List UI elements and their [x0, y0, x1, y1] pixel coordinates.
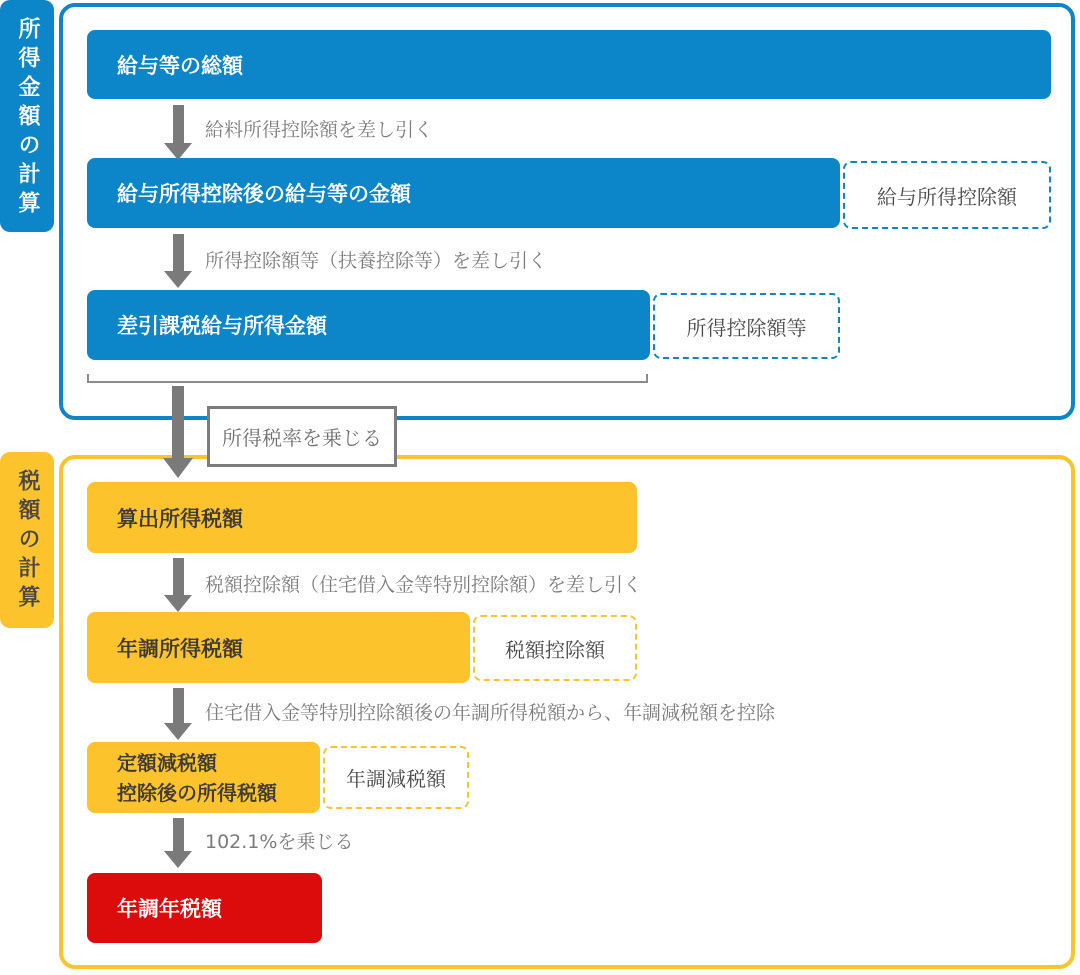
box-yearend-income-tax-label: 年調所得税額: [117, 636, 243, 661]
box-salary-after-deduction: [87, 158, 840, 228]
box-yearend-annual-tax: [87, 873, 322, 943]
arrow-shaft: [173, 105, 184, 143]
arrow-shaft: [173, 688, 184, 723]
income-section-tab-label: 所得金額の計算: [15, 17, 40, 220]
side-box-income-deductions-label: 所得控除額等: [686, 315, 807, 340]
arrow-shaft: [172, 386, 184, 458]
arrow-label-yearend-reduction: 住宅借入金等特別控除額後の年調所得税額から、年調減税額を控除: [205, 702, 776, 724]
arrow-label-salary-deduction: 給料所得控除額を差し引く: [205, 119, 434, 141]
arrow-head: [164, 143, 192, 160]
box-taxable-salary-income: [87, 290, 650, 360]
arrow-head: [164, 851, 192, 868]
connector-label-text: 所得税率を乗じる: [222, 426, 382, 450]
box-yearend-income-tax: [87, 612, 470, 683]
down-arrow-icon: [164, 558, 192, 612]
arrow-shaft: [173, 234, 184, 271]
box-yearend-annual-tax-label: 年調年税額: [117, 897, 222, 921]
tax-section-tab: [0, 452, 54, 628]
arrow-head: [164, 723, 192, 740]
box-after-flat-reduction-line2: 控除後の所得税額: [117, 780, 277, 805]
box-salary-after-deduction-label: 給与所得控除後の給与等の金額: [117, 182, 411, 206]
box-after-flat-reduction-line1: 定額減税額: [117, 750, 217, 775]
income-section-tab: [0, 0, 54, 232]
box-total-salary-label: 給与等の総額: [117, 53, 243, 78]
arrow-head: [163, 458, 193, 478]
arrow-label-multiply-1021: 102.1%を乗じる: [205, 831, 354, 853]
box-total-salary: [87, 30, 1051, 99]
down-arrow-icon: [164, 818, 192, 868]
side-box-salary-income-deduction: [843, 161, 1051, 229]
arrow-shaft: [173, 558, 184, 595]
arrow-shaft: [173, 818, 184, 851]
box-calculated-income-tax: [87, 482, 637, 553]
down-arrow-icon: [163, 386, 193, 478]
down-arrow-icon: [164, 234, 192, 288]
box-taxable-salary-income-label: 差引課税給与所得金額: [117, 314, 327, 338]
down-arrow-icon: [164, 688, 192, 740]
side-box-income-deductions: [653, 293, 840, 359]
side-box-salary-income-deduction-label: 給与所得控除額: [877, 184, 1017, 209]
side-box-tax-credit: [473, 615, 637, 681]
arrow-label-income-deduction: 所得控除額等（扶養控除等）を差し引く: [205, 250, 548, 272]
tax-section-tab-label: 税額の計算: [15, 469, 40, 614]
box-after-flat-reduction-label: [117, 748, 277, 808]
box-after-flat-reduction: [87, 742, 320, 813]
arrow-label-tax-credit: 税額控除額（住宅借入金等特別控除額）を差し引く: [205, 574, 643, 596]
side-box-yearend-reduction-label: 年調減税額: [346, 767, 446, 791]
down-arrow-icon: [164, 105, 192, 160]
arrow-head: [164, 595, 192, 612]
arrow-head: [164, 271, 192, 288]
underbrace-bracket: [87, 374, 648, 383]
box-calculated-income-tax-label: 算出所得税額: [117, 506, 243, 531]
side-box-tax-credit-label: 税額控除額: [505, 637, 605, 662]
side-box-yearend-reduction: [323, 746, 469, 809]
connector-label-tax-rate: [207, 406, 397, 467]
